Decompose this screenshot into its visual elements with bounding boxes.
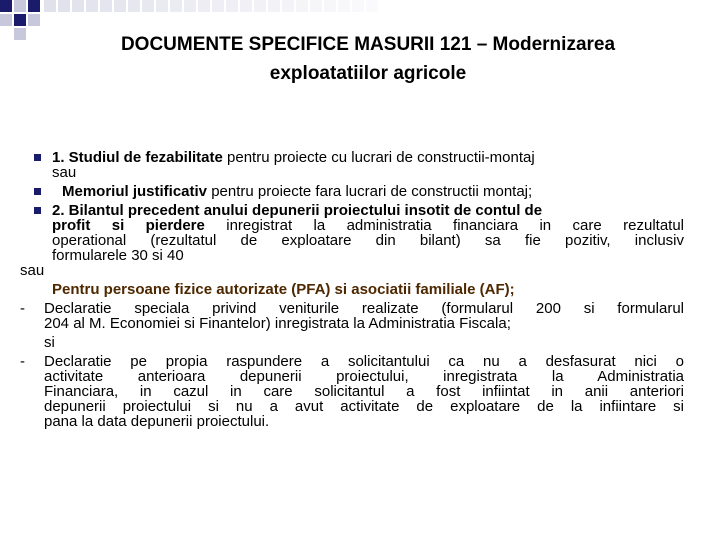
deco-square [282,0,294,12]
item-text: sau [52,164,77,181]
connector-text [20,263,684,278]
list-item-continuation [34,384,684,399]
deco-square [58,0,70,12]
deco-square [14,14,26,26]
deco-square [268,0,280,12]
list-item-continuation [34,218,684,233]
list-item-continuation [34,233,684,248]
deco-square [14,0,26,12]
deco-square [310,0,322,12]
deco-square [352,0,364,12]
item-text: pana la data depunerii proiectului. [44,413,270,430]
list-item-continuation [34,399,684,414]
item-text: formularele 30 si 40 [52,247,184,264]
deco-square [254,0,266,12]
title-line-1: DOCUMENTE SPECIFICE MASURII 121 – Modernizarea [120,34,616,55]
deco-square [156,0,168,12]
dash-marker: - [20,353,25,370]
deco-square [240,0,252,12]
deco-square [338,0,350,12]
item-text: depunerii proiectului si nu a avut activitate de exploatare de la infiintare si [44,398,684,415]
list-item-bullet-1 [34,150,684,165]
item-text: activitate anterioara depunerii proiectului, inregistrata la Administratia [44,368,684,385]
square-bullet-icon [34,207,41,214]
list-item-bullet-2 [34,184,684,199]
square-bullet-icon [34,188,41,195]
list-item-continuation [34,369,684,384]
connector-text [34,335,684,350]
item-bold-text: Memoriul justificativ [62,183,208,200]
deco-square [212,0,224,12]
list-item-continuation [34,248,684,263]
item-text: Declaratie pe propia raspundere a solicitantului ca nu a desfasurat nici o [44,353,684,370]
deco-square [14,28,26,40]
deco-square [142,0,154,12]
section-heading [34,282,684,297]
deco-square [324,0,336,12]
square-bullet-icon [34,154,41,161]
title-line-2: exploatatiilor agricole [269,63,467,84]
deco-square [170,0,182,12]
item-text: operational (rezultatul de exploatare din bilant) sa fie pozitiv, inclusiv [52,232,684,249]
list-item-continuation [34,414,684,429]
deco-square [226,0,238,12]
list-item-dash-1 [20,301,684,316]
deco-square [114,0,126,12]
deco-square [296,0,308,12]
deco-square [100,0,112,12]
item-text: sau [20,262,45,279]
pfa-heading-text: Pentru persoane fizice autorizate (PFA) si asociatii familiale (AF); [52,281,515,298]
deco-square [0,0,12,12]
dash-marker: - [20,300,25,317]
deco-square [128,0,140,12]
deco-square [28,0,40,12]
deco-square [86,0,98,12]
item-text: inregistrat la administratia financiara in care rezultatul [204,217,685,234]
document-list [20,149,685,430]
item-bold-text: 1. Studiul de fezabilitate [52,149,223,166]
item-bold-text: 2. Bilantul precedent anului depunerii proiectului insotit de contul de [52,202,543,219]
item-text: Declaratie speciala privind veniturile realizate (formularul 200 si formularul [44,300,684,317]
deco-square [0,14,12,26]
item-text: Financiara, in cazul in care solicitantul a fost infiintat in anii anteriori [44,383,684,400]
item-text: pentru proiecte fara lucrari de constructii montaj; [207,183,533,200]
deco-square [184,0,196,12]
deco-square [72,0,84,12]
item-text: pentru proiecte cu lucrari de constructii-montaj [222,149,535,166]
deco-square [366,0,378,12]
item-bold-text: profit si pierdere [52,217,205,234]
list-item-continuation [34,165,684,180]
item-text: 204 al M. Economiei si Finantelor) inregistrata la Administratia Fiscala; [44,315,511,332]
deco-square [44,0,56,12]
slide-title [28,30,708,88]
item-text: si [44,334,55,351]
list-item-bullet-3 [34,203,684,218]
list-item-continuation [34,316,684,331]
deco-square [28,14,40,26]
deco-square [198,0,210,12]
list-item-dash-2 [20,354,684,369]
